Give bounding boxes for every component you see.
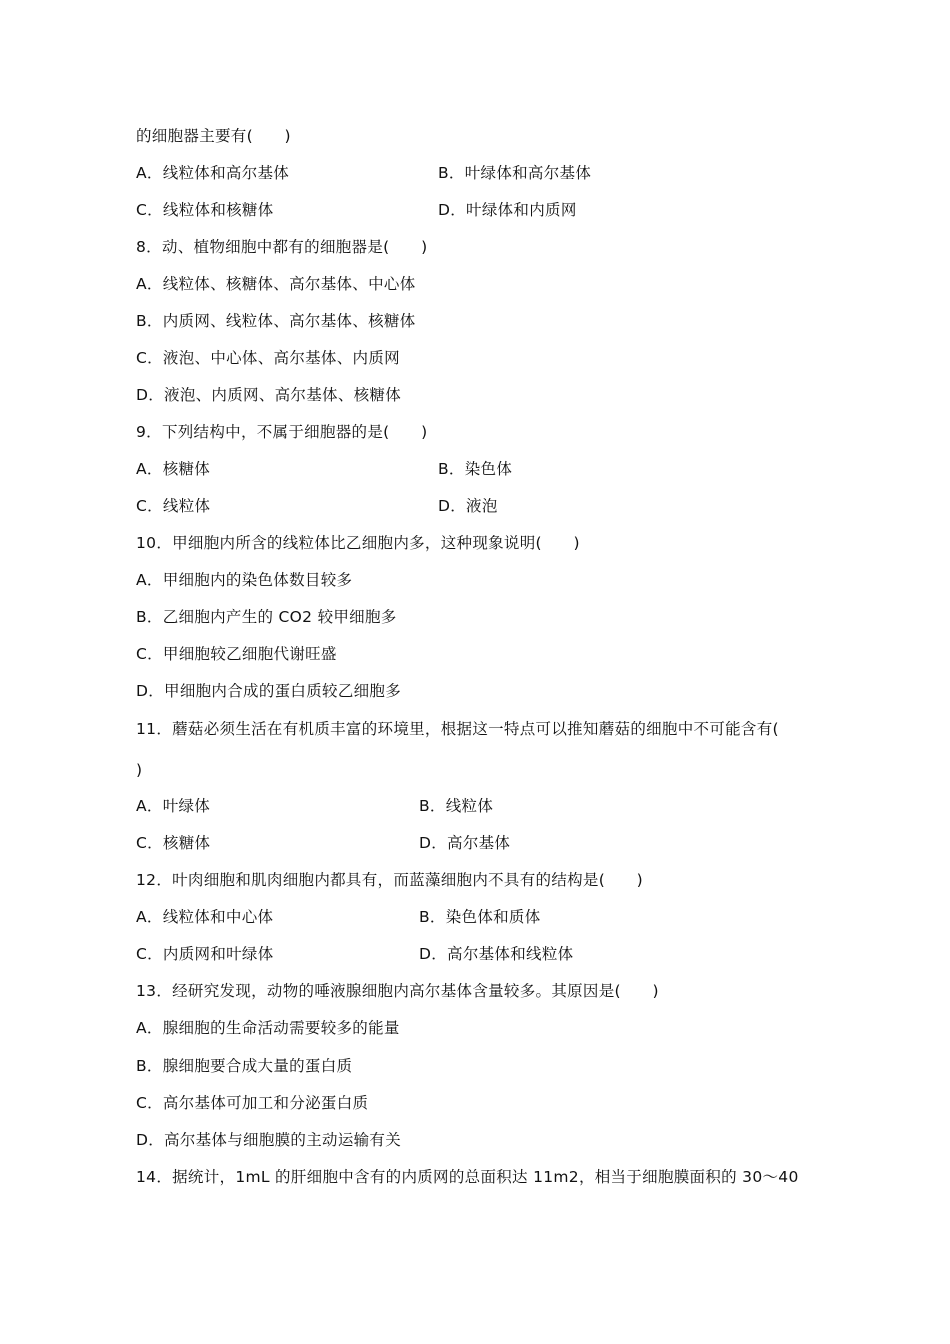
option-a: A．叶绿体 [136,797,211,815]
question-14-stem: 14．据统计，1mL 的肝细胞中含有的内质网的总面积达 11m2，相当于细胞膜面积的 30～40 [136,1168,799,1186]
option-a: A．线粒体和高尔基体 [136,164,290,182]
option-b: B．线粒体 [419,797,494,815]
question-8-stem: 8．动、植物细胞中都有的细胞器是( ) [136,238,428,256]
option-c: C．内质网和叶绿体 [136,945,274,963]
question-9-stem: 9．下列结构中，不属于细胞器的是( ) [136,423,428,441]
question-12-stem: 12．叶肉细胞和肌肉细胞内都具有，而蓝藻细胞内不具有的结构是( ) [136,871,644,889]
option-c: C．线粒体 [136,497,211,515]
option-a: A．线粒体、核糖体、高尔基体、中心体 [136,275,416,293]
question-12-options-row-2 [136,944,836,964]
question-11-stem: 11．蘑菇必须生活在有机质丰富的环境里，根据这一特点可以推知蘑菇的细胞中不可能含有( [136,720,779,738]
option-d: D．甲细胞内合成的蛋白质较乙细胞多 [136,682,402,700]
option-b: B．乙细胞内产生的 CO2 较甲细胞多 [136,608,397,626]
option-a: A．核糖体 [136,460,211,478]
option-c: C．液泡、中心体、高尔基体、内质网 [136,349,400,367]
option-c: C．核糖体 [136,834,211,852]
option-b: B．内质网、线粒体、高尔基体、核糖体 [136,312,416,330]
option-c: C．线粒体和核糖体 [136,201,274,219]
option-d: D．叶绿体和内质网 [438,201,577,219]
option-d: D．液泡 [438,497,498,515]
question-11-options-row-1 [136,796,836,816]
option-a: A．线粒体和中心体 [136,908,274,926]
option-d: D．液泡、内质网、高尔基体、核糖体 [136,386,402,404]
option-d: D．高尔基体与细胞膜的主动运输有关 [136,1131,402,1149]
option-a: A．甲细胞内的染色体数目较多 [136,571,353,589]
question-7-stem-tail: 的细胞器主要有( ) [136,127,291,145]
question-9-options-row-1 [136,459,836,479]
option-b: B．染色体 [438,460,513,478]
question-9-options-row-2 [136,496,836,516]
option-b: B．腺细胞要合成大量的蛋白质 [136,1057,353,1075]
question-11-options-row-2 [136,833,836,853]
option-d: D．高尔基体和线粒体 [419,945,574,963]
option-c: C．高尔基体可加工和分泌蛋白质 [136,1094,369,1112]
question-13-stem: 13．经研究发现，动物的唾液腺细胞内高尔基体含量较多。其原因是( ) [136,982,659,1000]
question-7-options-row-1 [136,163,836,183]
option-a: A．腺细胞的生命活动需要较多的能量 [136,1019,400,1037]
option-c: C．甲细胞较乙细胞代谢旺盛 [136,645,337,663]
question-7-options-row-2 [136,200,836,220]
question-10-stem: 10．甲细胞内所含的线粒体比乙细胞内多，这种现象说明( ) [136,534,580,552]
option-d: D．高尔基体 [419,834,511,852]
option-b: B．叶绿体和高尔基体 [438,164,592,182]
question-12-options-row-1 [136,907,836,927]
option-b: B．染色体和质体 [419,908,541,926]
question-11-stem-continued: ) [136,761,143,779]
